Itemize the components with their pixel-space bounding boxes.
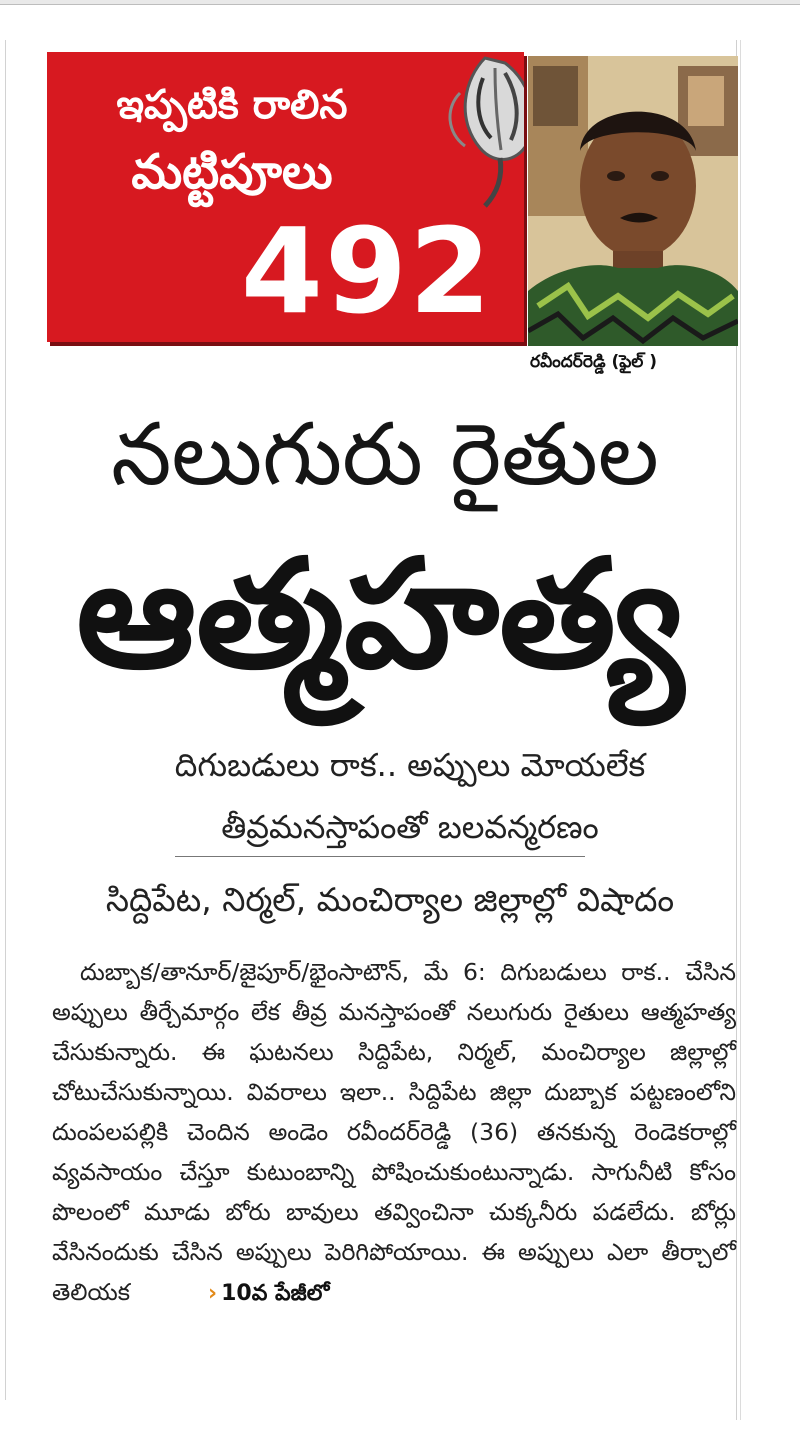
article-paragraph xyxy=(52,952,736,1314)
article-body xyxy=(52,952,736,1314)
farmer-portrait-photo xyxy=(528,56,738,346)
continued-on-page-link[interactable] xyxy=(180,1274,329,1314)
wilted-flower-icon xyxy=(425,52,524,208)
headline-line1: నలుగురు రైతుల xyxy=(111,405,659,505)
subheading-underline xyxy=(175,856,585,857)
article-text: దుబ్బాక/తానూర్/జైపూర్/భైంసాటౌన్, మే 6: దిగుబడులు రాక.. చేసిన అప్పులు తీర్చేమార్గం లేక తీవ్ర మనస్తాపంతో నలుగురు రైతులు ఆత్మహత్య చేసుకున్నారు. ఈ ఘటనలు సిద్దిపేట, నిర్మల్, మంచిర్యాల జిల్లాల్లో చోటుచేసుకున్నాయి. వివరాలు ఇలా.. సిద్దిపేట జిల్లా దుబ్బాక పట్టణంలోని దుంపలపల్లికి చెందిన అండెం రవీందర్‌రెడ్డి (36) తనకున్న రెండెకరాల్లో వ్యవసాయం చేస్తూ కుటుంబాన్ని పోషించుకుంటున్నాడు. సాగునీటి కోసం పొలంలో మూడు బోరు బావులు తవ్వించినా చుక్కనీరు పడలేదు. బోర్లు వేసినందుకు చేసిన అప్పులు పెరిగిపోయాయి. ఈ అప్పులు ఎలా తీర్చాలో తెలియక xyxy=(52,958,736,1306)
promo-title-line1: ఇప్పటికి రాలిన xyxy=(116,82,348,128)
subheading-line3: సిద్దిపేట, నిర్మల్, మంచిర్యాల జిల్లాల్లో విషాదం xyxy=(105,880,675,919)
subheading-line1: దిగుబడులు రాక.. అప్పులు మోయలేక xyxy=(174,746,646,784)
continued-arrow-icon: › xyxy=(208,1281,218,1306)
subheading-line2: తీవ్రమనస్తాపంతో బలవన్మరణం xyxy=(221,808,599,846)
promo-title-line2: మట్టిపూలు xyxy=(131,144,333,200)
column-rule-left xyxy=(5,40,6,1400)
headline-line2: ఆత్మహత్య xyxy=(76,528,684,702)
suicide-count: 492 xyxy=(240,202,494,340)
photo-caption: రవీందర్‌రెడ్డి (ఫైల్ ) xyxy=(530,352,658,372)
farmer-suicide-count-box xyxy=(47,52,524,342)
column-rule-right-outer xyxy=(740,40,741,1420)
page-top-border xyxy=(0,0,800,5)
continued-label: 10వ పేజీలో xyxy=(221,1281,330,1306)
